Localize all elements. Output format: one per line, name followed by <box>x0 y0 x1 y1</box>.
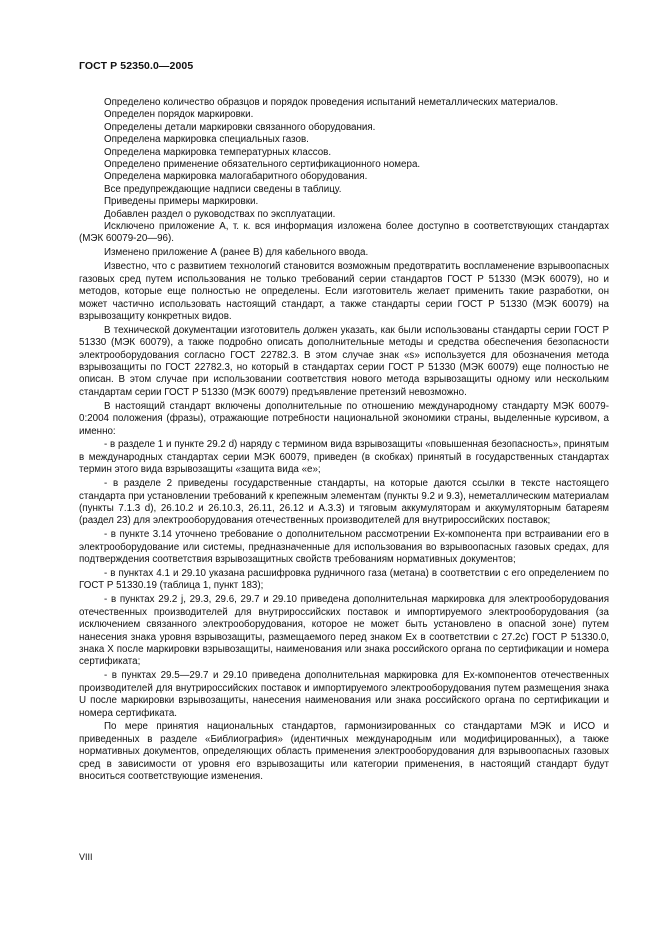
paragraph: В технической документации изготовитель должен указать, как были использованы стандарты серии ГОСТ Р 51330 (МЭК 60079), а также подробно описать дополнительные методы и средства обеспечения безопасности электрооборудования согласно ГОСТ 22782.3. В этом случае знак «s» используется для обозначения метода взрывозащиты по ГОСТ 22782.3, но который в стандартах серии ГОСТ Р 51330 (МЭК 60079) еще полностью не описан. В этом случае при использовании соответствия нового метода взрывозащиты одному или нескольким стандартам серии ГОСТ Р 51330 (МЭК 60079) предъявление претензий невозможно. <box>79 324 609 398</box>
paragraph: Определен порядок маркировки. <box>104 109 254 121</box>
paragraph: Исключено приложение А, т. к. вся информация изложена более доступно в соответствующих стандартах (МЭК 60079-20—96). <box>79 221 609 245</box>
page-number: VIII <box>79 852 93 862</box>
paragraph: Приведены примеры маркировки. <box>104 196 259 208</box>
list-item: - в разделе 1 и пункте 29.2 d) наряду с термином вида взрывозащиты «повышенная безопасность», принятым в международных стандартах серии МЭК 60079, приведен (в скобках) принятый в государственных стандартах термин этого вида взрывозащиты «защита вида «е»; <box>79 439 609 476</box>
list-item: - в разделе 2 приведены государственные стандарты, на которые даются ссылки в тексте настоящего стандарта при установлении требований к крепежным элементам (пункты 9.2 и 9.3), неметаллическим материалам (пункты 7.1.3 d), 26.10.2 и 26.10.3, 26.11, 26.12 и А.3.3) и тяговым аккумуляторам и аккумуляторным батареям (раздел 23) для электрооборудования отечественных производителей для внутрироссийских поставок; <box>79 478 609 527</box>
list-item: - в пунктах 4.1 и 29.10 указана расшифровка рудничного газа (метана) в соответствии с его определением по ГОСТ Р 51330.19 (таблица 1, пункт 183); <box>79 568 609 592</box>
paragraph: Определены детали маркировки связанного оборудования. <box>104 121 376 133</box>
paragraph: Добавлен раздел о руководствах по эксплуатации. <box>104 208 336 220</box>
paragraph: В настоящий стандарт включены дополнительные по отношению международному стандарту МЭК 60079-0:2004 положения (фразы), отражающие потребности национальной экономики страны, выделенные курсивом, а именно: <box>79 400 609 437</box>
list-item: - в пунктах 29.2 j, 29.3, 29.6, 29.7 и 29.10 приведена дополнительная маркировка для электрооборудования отечественных производителей для внутрироссийских поставок и импортируемого электрооборудования (за исключением связанного электрооборудования, которое не может быть установлено в опасной зоне) путем нанесения знака уровня взрывозащиты, размещаемого перед знаком Ex в соответствии с 27.2c) ГОСТ Р 51330.0, знака X после маркировки взрывозащиты, наименования или знака российского органа по сертификации и номера сертификата; <box>79 594 609 668</box>
paragraph: Определено количество образцов и порядок проведения испытаний неметаллических материалов. <box>104 97 559 108</box>
document-header: ГОСТ Р 52350.0—2005 <box>79 60 194 72</box>
paragraph: Изменено приложение А (ранее В) для кабельного ввода. <box>104 247 369 259</box>
paragraph: Определена маркировка малогабаритного оборудования. <box>104 171 368 183</box>
paragraph: Определена маркировка специальных газов. <box>104 134 309 146</box>
paragraph: Определено применение обязательного сертификационного номера. <box>104 159 421 171</box>
paragraph: По мере принятия национальных стандартов, гармонизированных со стандартами МЭК и ИСО и приведенных в разделе «Библиография» (идентичных международным или модифицированных), а также нормативных документов, определяющих область применения электрооборудования для взрывоопасных газовых сред в зависимости от уровня его взрывозащиты или категории применения, в настоящий стандарт будут вноситься соответствующие изменения. <box>79 721 609 783</box>
paragraph: Все предупреждающие надписи сведены в таблицу. <box>104 183 342 195</box>
paragraph: Известно, что с развитием технологий становится возможным предотвратить воспламенение взрывоопасных газовых сред путем использования не только требований серии стандартов ГОСТ Р 51330 (МЭК 60079), но и методов, которые еще полностью не определены. Если изготовитель желает применить такие разработки, он может частично использовать настоящий стандарт, а также стандарты серии ГОСТ Р 51330 (МЭК 60079) на взрывозащиту конкретных видов. <box>79 261 609 322</box>
list-item: - в пункте 3.14 уточнено требование о дополнительном рассмотрении Ex-компонента при встраивании его в электрооборудование или системы, предназначенные для использования во взрывоопасных газовых средах, для подтверждения соответствия взрывозащитных свойств требованиям нормативных документов; <box>79 529 609 566</box>
body-text <box>79 97 609 785</box>
list-item: - в пунктах 29.5—29.7 и 29.10 приведена дополнительная маркировка для Ex-компонентов отечественных производителей для внутрироссийских поставок и импортируемого электрооборудования путем размещения знака U после маркировки взрывозащиты, нанесения наименования или знака российского органа по сертификации и номера сертификата. <box>79 670 609 719</box>
paragraph: Определена маркировка температурных классов. <box>104 146 332 158</box>
